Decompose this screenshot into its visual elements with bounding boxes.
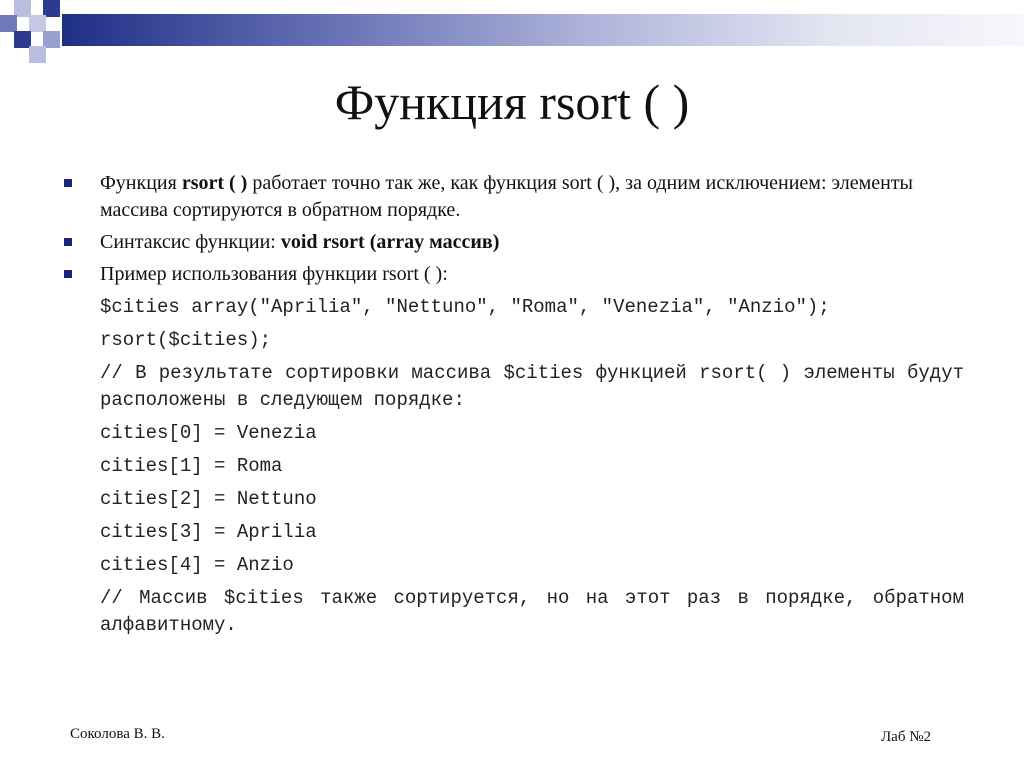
bullet-text: Функция [100,172,182,194]
slide-content [64,170,964,639]
decor-square [29,46,46,63]
footer-author: Соколова В. В. [70,726,165,742]
square-bullet-icon [64,179,72,187]
header-gradient-bar [62,14,1024,46]
decor-square [0,15,17,32]
code-line: rsort($cities); [100,329,272,351]
bullet-item-example [64,261,964,288]
slide-title: Функция rsort ( ) [334,74,690,130]
footer-lab-number: Лаб №2 [881,729,932,745]
bullet-text: работает точно так же, как функция sort ( ), за одним исключением: элементы массива сортируются в обратном порядке. [100,172,913,221]
decor-square [29,15,46,32]
bullet-text: Синтаксис функции: [100,231,281,253]
code-line: cities[2] = Nettuno [100,488,317,510]
code-line: cities[0] = Venezia [100,422,317,444]
code-line: $cities array("Aprilia", "Nettuno", "Roma", "Venezia", "Anzio"); [100,296,830,318]
bullet-text-bold: rsort ( ) [181,172,248,194]
code-line: cities[3] = Aprilia [100,521,317,543]
square-bullet-icon [64,270,72,278]
bullet-text-bold: void rsort (array массив) [280,231,500,253]
code-comment: // В результате сортировки массива $cities функцией rsort( ) элементы будут расположены в следующем порядке: [100,362,964,411]
bullet-item-description [64,170,964,224]
code-comment: // Массив $cities также сортируется, но на этот раз в порядке, обратном алфавитному. [100,587,964,636]
code-line: cities[4] = Anzio [100,554,294,576]
bullet-text: Пример использования функции rsort ( ): [100,263,448,285]
code-line: cities[1] = Roma [100,455,283,477]
square-bullet-icon [64,238,72,246]
bullet-item-syntax [64,229,964,256]
